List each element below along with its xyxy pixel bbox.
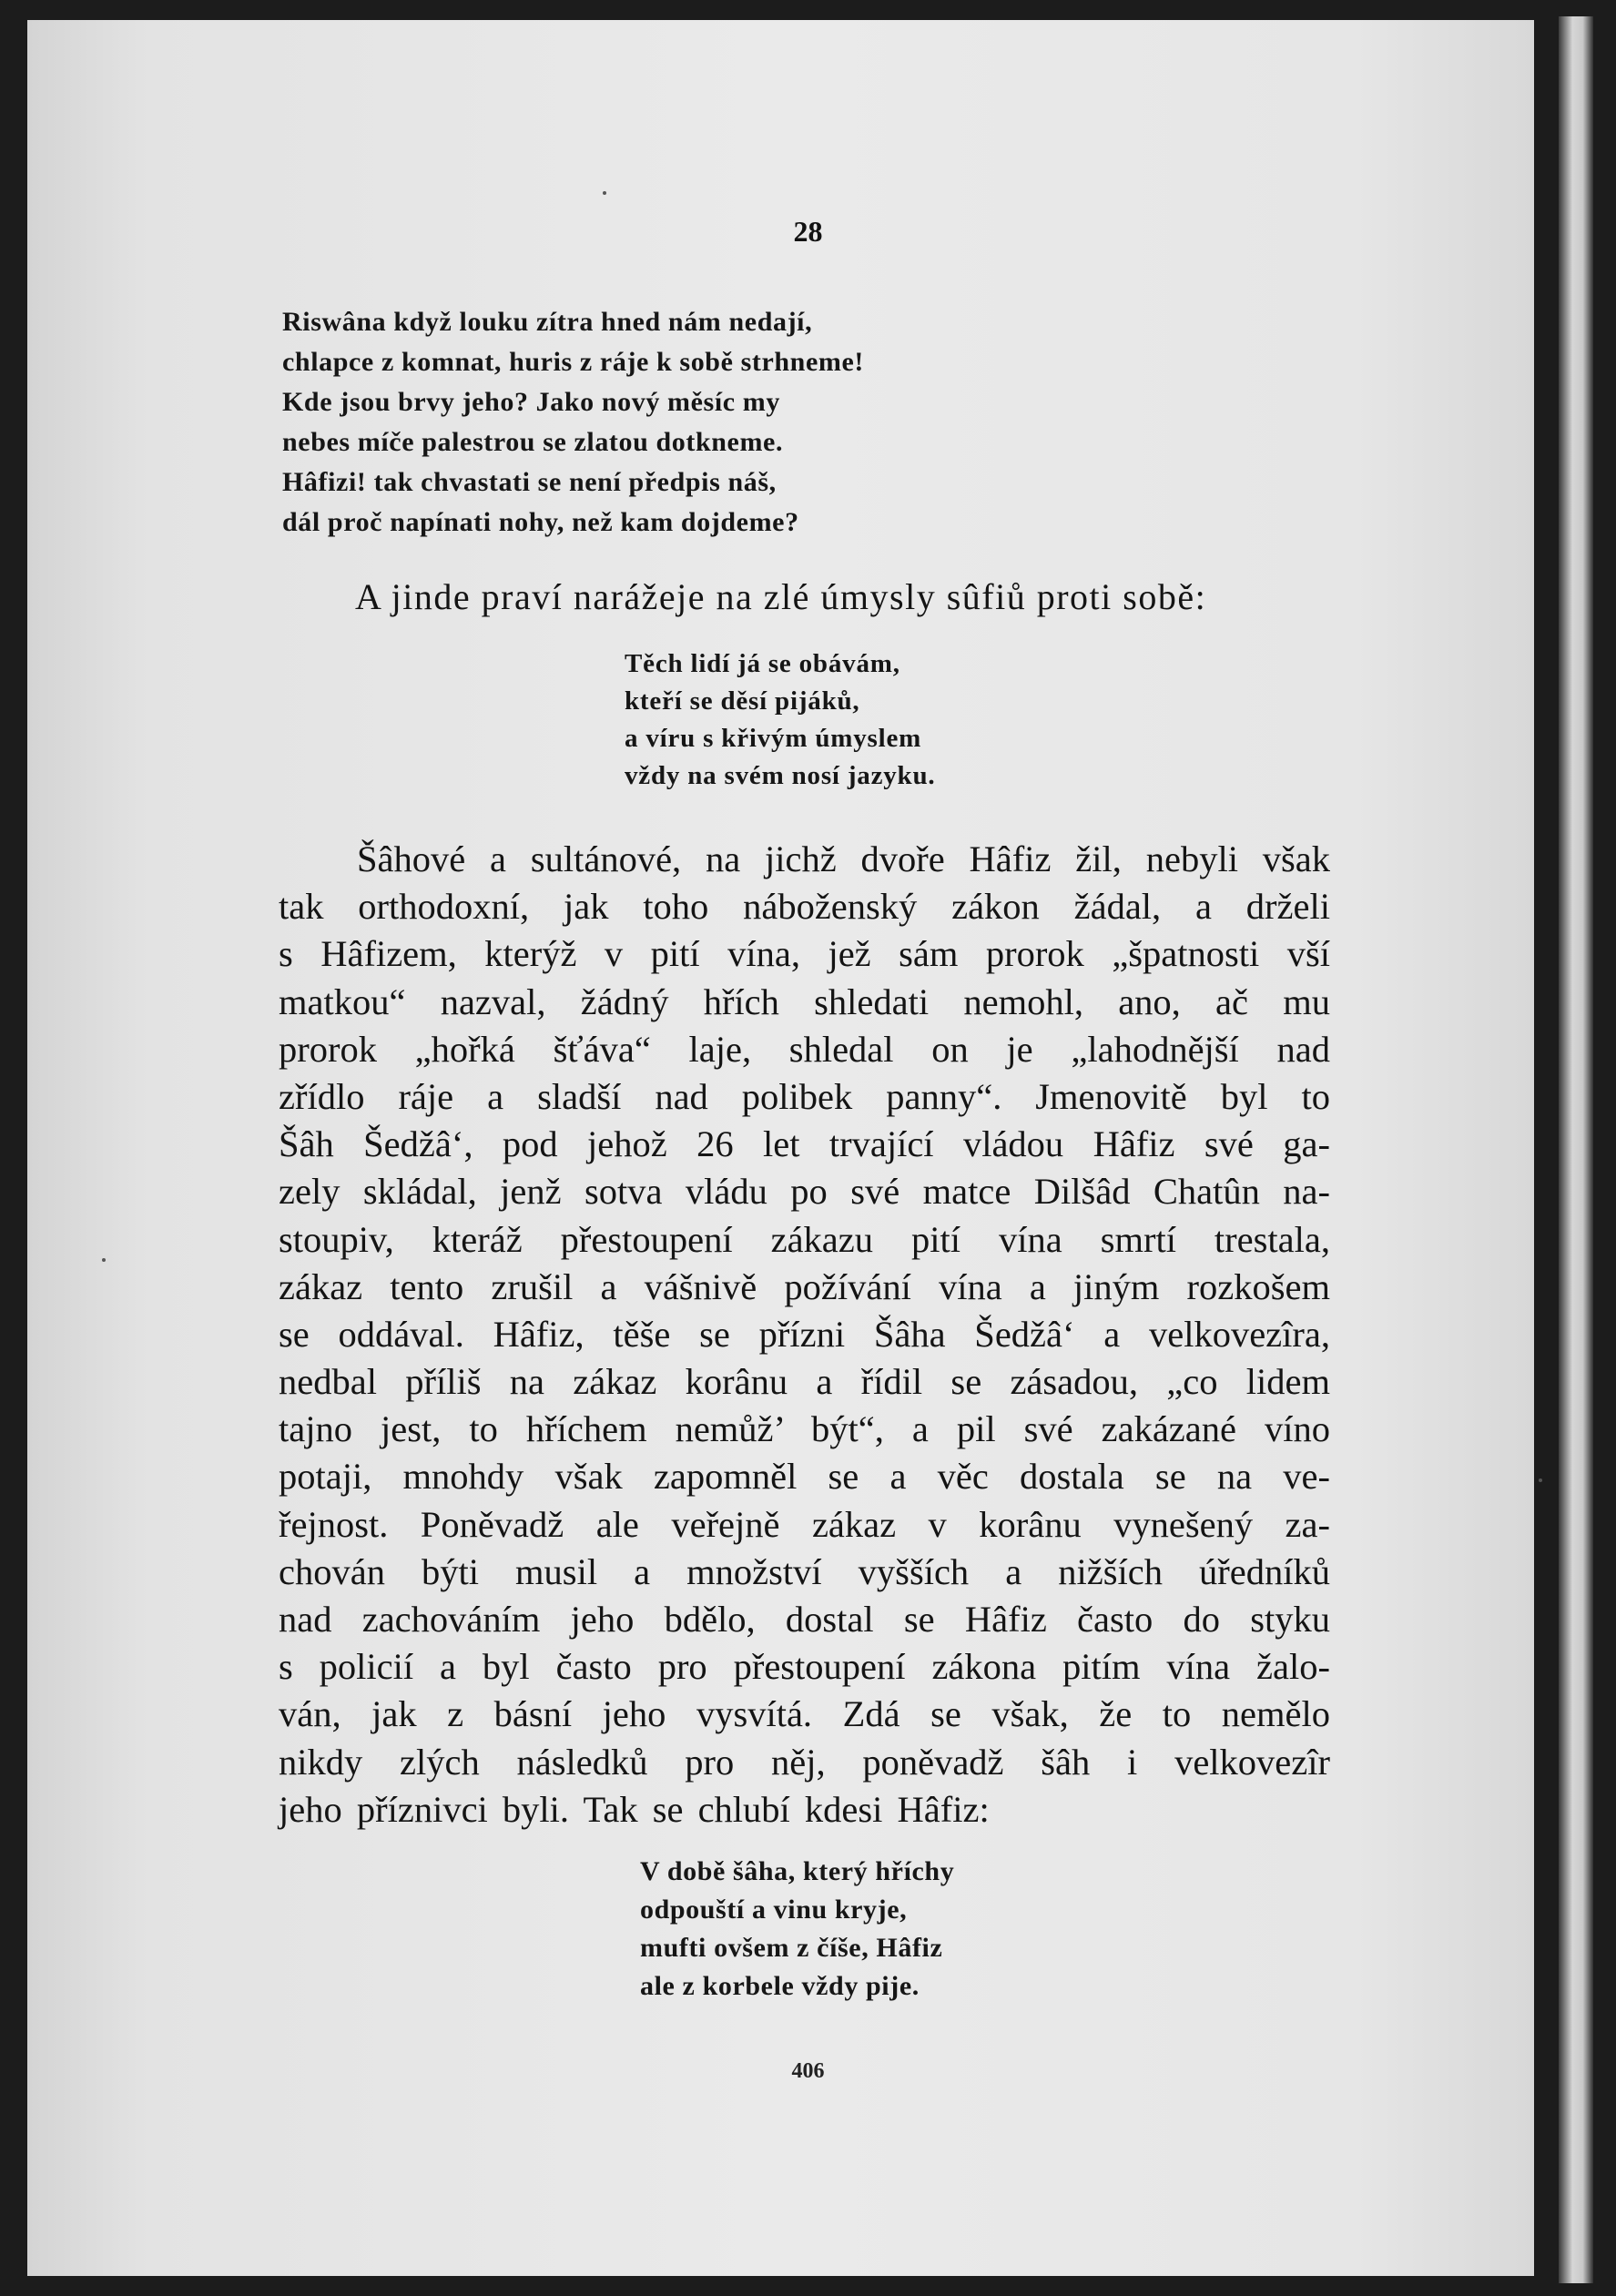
paragraph-line: tak orthodoxní, jak toho náboženský zákon žádal, a drželi	[279, 886, 1330, 928]
paragraph-line: potaji, mnohdy však zapomněl se a věc dostala se na ve-	[279, 1456, 1330, 1498]
verse-line: Riswâna když louku zítra hned nám nedají,	[282, 307, 813, 337]
main-paragraph	[279, 836, 1330, 1834]
paragraph-line: řejnost. Poněvadž ale veřejně zákaz v korânu vynešený za-	[279, 1503, 1330, 1545]
page-number	[0, 215, 1616, 249]
intro-sentence: A jinde praví narážeje na zlé úmysly sûfiů proti sobě:	[355, 576, 1207, 617]
footer-signature-mark: 406	[791, 2059, 825, 2083]
verse-line: dál proč napínati nohy, než kam dojdeme?	[282, 507, 799, 537]
verse-line: Kde jsou brvy jeho? Jako nový měsíc my	[282, 387, 780, 417]
paragraph-line: s policií a byl často pro přestoupení zákona pitím vína žalo-	[279, 1646, 1330, 1688]
paper-speck	[603, 191, 606, 195]
paragraph-line: zákaz tento zrušil a vášnivě požívání vína a jiným rozkošem	[279, 1265, 1330, 1307]
paragraph-line: zřídlo ráje a sladší nad polibek panny“. Jmenovitě byl to	[279, 1075, 1330, 1117]
verse-line: nebes míče palestrou se zlatou dotkneme.	[282, 427, 784, 457]
paragraph-line: nad zachováním jeho bdělo, dostal se Hâfiz často do styku	[279, 1599, 1330, 1640]
paragraph-line: Šâh Šedžâ‘, pod jehož 26 let trvající vládou Hâfiz své ga-	[279, 1123, 1330, 1165]
page-number-text: 28	[793, 215, 823, 248]
page-edge	[1559, 16, 1593, 2283]
paragraph-line: nikdy zlých následků pro něj, poněvadž šâh i velkovezîr	[279, 1741, 1330, 1783]
paragraph-line: tajno jest, to hříchem nemůž’ být“, a pil své zakázané víno	[279, 1408, 1330, 1450]
poem-verse-3	[640, 1853, 954, 2006]
paragraph-line: se oddával. Hâfiz, těše se přízni Šâha Šedžâ‘ a velkovezîra,	[279, 1313, 1330, 1355]
paragraph-line: jeho příznivci byli. Tak se chlubí kdesi Hâfiz:	[279, 1788, 990, 1830]
verse-line: V době šâha, který hříchy	[640, 1856, 955, 1886]
paragraph-line: ván, jak z básní jeho vysvítá. Zdá se však, že to nemělo	[279, 1693, 1330, 1735]
paragraph-line: stoupiv, kteráž přestoupení zákazu pití vína smrtí trestala,	[279, 1218, 1330, 1260]
paper-speck	[1539, 1478, 1542, 1482]
paragraph-line: zely skládal, jenž sotva vládu po své matce Dilšâd Chatûn na-	[279, 1171, 1330, 1213]
verse-line: odpouští a vinu kryje,	[640, 1895, 908, 1925]
verse-line: chlapce z komnat, huris z ráje k sobě strhneme!	[282, 347, 864, 377]
verse-line: vždy na svém nosí jazyku.	[625, 761, 936, 790]
paragraph-line: matkou“ nazval, žádný hřích shledati nemohl, ano, ač mu	[279, 980, 1330, 1022]
paper-speck	[102, 1258, 106, 1262]
paragraph-line: chován býti musil a množství vyšších a nižších úředníků	[279, 1550, 1330, 1592]
verse-line: mufti ovšem z číše, Hâfiz	[640, 1933, 943, 1963]
paragraph-line: nedbal příliš na zákaz korânu a řídil se zásadou, „co lidem	[279, 1361, 1330, 1403]
verse-line: Těch lidí já se obávám,	[625, 649, 900, 678]
paragraph-line: s Hâfizem, kterýž v pití vína, jež sám prorok „špatnosti vší	[279, 933, 1330, 975]
paragraph-line: prorok „hořká šťáva“ laje, shledal on je „lahodnější nad	[279, 1028, 1330, 1070]
verse-line: a víru s křivým úmyslem	[625, 724, 922, 753]
verse-line: Hâfizi! tak chvastati se není předpis náš,	[282, 467, 777, 497]
poem-verse-2	[625, 645, 935, 795]
verse-line: kteří se děsí pijáků,	[625, 686, 860, 716]
poem-verse-1	[282, 302, 864, 543]
verse-line: ale z korbele vždy pije.	[640, 1971, 920, 2001]
paragraph-line: Šâhové a sultánové, na jichž dvoře Hâfiz žil, nebyli však	[357, 838, 1330, 879]
